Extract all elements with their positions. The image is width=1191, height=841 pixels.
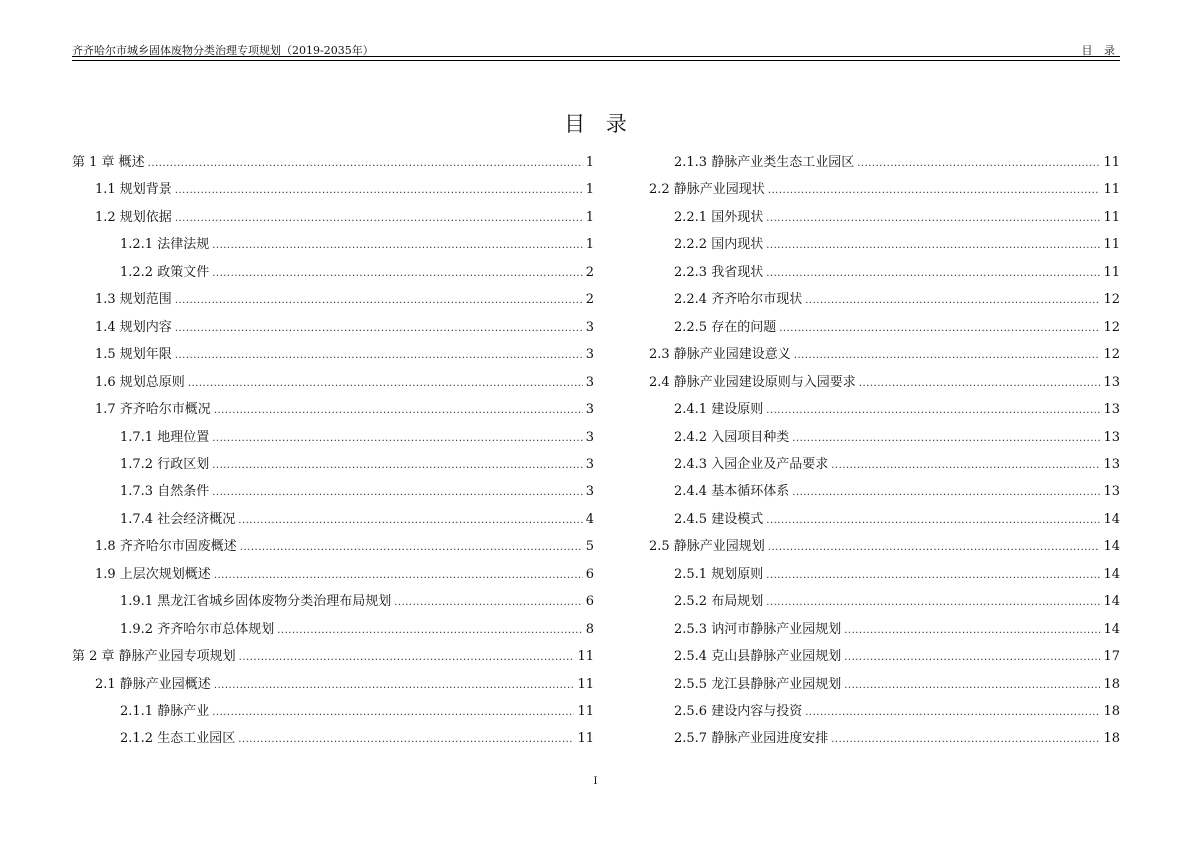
toc-entry-label: 1.8 齐齐哈尔市固废概述 xyxy=(95,539,237,555)
toc-entry[interactable] xyxy=(72,590,594,610)
toc-leader-dots xyxy=(214,569,583,583)
toc-entry[interactable] xyxy=(72,206,594,226)
toc-entry-label: 2.1.2 生态工业园区 xyxy=(120,731,236,747)
toc-entry-label: 2.4.3 入园企业及产品要求 xyxy=(674,456,829,472)
toc-leader-dots xyxy=(148,157,583,171)
toc-leader-dots xyxy=(240,541,583,555)
toc-entry[interactable] xyxy=(72,645,594,665)
toc-entry-label: 2.4.5 建设模式 xyxy=(674,511,764,527)
toc-leader-dots xyxy=(794,349,1101,363)
toc-leader-dots xyxy=(831,459,1100,473)
toc-leader-dots xyxy=(766,404,1100,418)
toc-leader-dots xyxy=(394,596,583,610)
toc-entry-page: 1 xyxy=(585,182,594,198)
toc-leader-dots xyxy=(238,733,574,747)
toc-entry[interactable] xyxy=(626,508,1120,528)
toc-entry[interactable] xyxy=(626,151,1120,171)
toc-entry-label: 1.6 规划总原则 xyxy=(95,374,185,390)
toc-entry-label: 2.1.1 静脉产业 xyxy=(120,704,210,719)
toc-entry-label: 1.9.2 齐齐哈尔市总体规划 xyxy=(120,621,275,637)
toc-entry-label: 第 2 章 静脉产业园专项规划 xyxy=(72,649,236,665)
toc-entry-label: 1.1 规划背景 xyxy=(95,182,172,198)
toc-leader-dots xyxy=(175,212,583,226)
toc-entry[interactable] xyxy=(72,508,594,528)
toc-entry[interactable] xyxy=(626,178,1120,198)
toc-entry-page: 6 xyxy=(585,594,594,610)
toc-leader-dots xyxy=(212,239,583,253)
toc-entry[interactable] xyxy=(626,590,1120,610)
toc-leader-dots xyxy=(844,624,1100,638)
toc-entry-label: 2.5.4 克山县静脉产业园规划 xyxy=(674,649,842,665)
toc-leader-dots xyxy=(238,514,583,528)
toc-entry-page: 11 xyxy=(1103,237,1120,253)
toc-entry[interactable] xyxy=(626,480,1120,500)
toc-leader-dots xyxy=(175,349,583,363)
toc-entry-page: 4 xyxy=(585,511,594,527)
running-header-title: 齐齐哈尔市城乡固体废物分类治理专项规划（2019-2035年） xyxy=(72,44,374,57)
toc-leader-dots xyxy=(792,486,1100,500)
toc-entry[interactable] xyxy=(72,343,594,363)
toc-leader-dots xyxy=(212,432,583,446)
toc-entry-label: 2.2.5 存在的问题 xyxy=(674,319,777,335)
toc-entry[interactable] xyxy=(626,727,1120,747)
toc-entry-page: 14 xyxy=(1103,566,1120,582)
toc-leader-dots xyxy=(792,432,1100,446)
toc-leader-dots xyxy=(212,459,583,473)
toc-entry-label: 2.2.4 齐齐哈尔市现状 xyxy=(674,292,803,308)
toc-entry[interactable] xyxy=(626,673,1120,693)
toc-entry-page: 1 xyxy=(585,155,594,170)
toc-entry-label: 1.2 规划依据 xyxy=(95,209,172,225)
toc-entry-page: 3 xyxy=(585,402,594,418)
toc-leader-dots xyxy=(844,679,1100,693)
toc-leader-dots xyxy=(175,184,583,198)
toc-entry-page: 13 xyxy=(1103,374,1120,390)
toc-entry-label: 1.7.1 地理位置 xyxy=(120,429,210,445)
toc-leader-dots xyxy=(766,267,1100,281)
toc-entry-page: 3 xyxy=(585,484,594,500)
toc-entry[interactable] xyxy=(72,563,594,583)
toc-entry[interactable] xyxy=(626,288,1120,308)
toc-entry-page: 17 xyxy=(1103,649,1120,665)
toc-entry[interactable] xyxy=(626,453,1120,473)
toc-entry-page: 11 xyxy=(577,676,594,692)
toc-entry-label: 2.4.1 建设原则 xyxy=(674,402,764,418)
toc-leader-dots xyxy=(844,651,1100,665)
toc-leader-dots xyxy=(768,184,1101,198)
page-title: 目 录 xyxy=(564,112,627,136)
toc-entry[interactable] xyxy=(72,371,594,391)
toc-entry-page: 18 xyxy=(1103,731,1120,747)
toc-entry[interactable] xyxy=(72,727,594,747)
toc-entry-page: 6 xyxy=(585,566,594,582)
toc-entry-page: 11 xyxy=(577,649,594,665)
header-rule-thick xyxy=(72,56,1120,57)
toc-leader-dots xyxy=(175,294,583,308)
toc-entry-label: 2.4 静脉产业园建设原则与入园要求 xyxy=(649,374,856,390)
toc-entry-page: 11 xyxy=(1103,155,1120,170)
toc-entry-label: 2.5.7 静脉产业园进度安排 xyxy=(674,731,829,747)
toc-leader-dots xyxy=(831,733,1100,747)
toc-entry-label: 2.3 静脉产业园建设意义 xyxy=(649,347,791,363)
toc-entry[interactable] xyxy=(72,673,594,693)
toc-entry-page: 8 xyxy=(585,621,594,637)
toc-entry-page: 1 xyxy=(585,209,594,225)
toc-entry[interactable] xyxy=(72,233,594,253)
toc-entry[interactable] xyxy=(72,288,594,308)
toc-entry-page: 14 xyxy=(1103,594,1120,610)
toc-entry[interactable] xyxy=(72,700,594,720)
toc-entry[interactable] xyxy=(72,151,594,171)
toc-entry-page: 13 xyxy=(1103,429,1120,445)
toc-leader-dots xyxy=(779,322,1100,336)
toc-entry[interactable] xyxy=(626,233,1120,253)
toc-leader-dots xyxy=(175,322,583,336)
toc-entry[interactable] xyxy=(72,398,594,418)
toc-entry-label: 2.2.1 国外现状 xyxy=(674,209,764,225)
toc-entry[interactable] xyxy=(72,535,594,555)
toc-entry-page: 18 xyxy=(1103,676,1120,692)
toc-entry-page: 3 xyxy=(585,374,594,390)
toc-entry-label: 1.5 规划年限 xyxy=(95,347,172,363)
toc-entry-page: 13 xyxy=(1103,456,1120,472)
toc-entry-label: 2.1.3 静脉产业类生态工业园区 xyxy=(674,155,855,170)
toc-entry-label: 1.2.1 法律法规 xyxy=(120,237,210,253)
toc-entry-label: 1.3 规划范围 xyxy=(95,292,172,308)
toc-entry-label: 2.4.2 入园项目种类 xyxy=(674,429,790,445)
toc-leader-dots xyxy=(859,377,1101,391)
toc-entry-page: 11 xyxy=(577,704,594,719)
toc-entry-page: 2 xyxy=(585,264,594,280)
toc-entry-page: 3 xyxy=(585,319,594,335)
toc-leader-dots xyxy=(768,541,1101,555)
toc-entry-page: 3 xyxy=(585,429,594,445)
toc-entry-label: 2.5.2 布局规划 xyxy=(674,594,764,610)
toc-entry-page: 3 xyxy=(585,456,594,472)
toc-entry-label: 2.1 静脉产业园概述 xyxy=(95,676,211,692)
toc-entry-label: 2.2.2 国内现状 xyxy=(674,237,764,253)
toc-leader-dots xyxy=(766,596,1100,610)
toc-entry[interactable] xyxy=(72,453,594,473)
toc-entry[interactable] xyxy=(626,700,1120,720)
toc-leader-dots xyxy=(212,267,583,281)
toc-entry-label: 2.5.6 建设内容与投资 xyxy=(674,704,803,719)
toc-entry-label: 1.4 规划内容 xyxy=(95,319,172,335)
header-rule-thin xyxy=(72,60,1120,61)
toc-entry[interactable] xyxy=(72,316,594,336)
page-number: I xyxy=(593,776,598,787)
toc-entry-page: 1 xyxy=(585,237,594,253)
toc-leader-dots xyxy=(212,706,574,720)
toc-entry[interactable] xyxy=(626,206,1120,226)
toc-leader-dots xyxy=(766,239,1100,253)
toc-leader-dots xyxy=(277,624,583,638)
toc-entry[interactable] xyxy=(72,618,594,638)
toc-entry-page: 12 xyxy=(1103,319,1120,335)
toc-entry-page: 11 xyxy=(577,731,594,747)
toc-entry[interactable] xyxy=(72,178,594,198)
toc-entry-page: 13 xyxy=(1103,484,1120,500)
toc-entry-label: 1.2.2 政策文件 xyxy=(120,264,210,280)
toc-entry[interactable] xyxy=(626,398,1120,418)
toc-entry-label: 1.7 齐齐哈尔市概况 xyxy=(95,402,211,418)
toc-leader-dots xyxy=(212,486,583,500)
toc-entry-label: 第 1 章 概述 xyxy=(72,155,145,170)
toc-entry[interactable] xyxy=(626,645,1120,665)
toc-entry-page: 14 xyxy=(1103,511,1120,527)
toc-entry-page: 18 xyxy=(1103,704,1120,719)
toc-entry-page: 5 xyxy=(585,539,594,555)
toc-leader-dots xyxy=(766,569,1100,583)
toc-entry[interactable] xyxy=(626,563,1120,583)
toc-entry-label: 1.7.4 社会经济概况 xyxy=(120,511,236,527)
toc-entry-page: 14 xyxy=(1103,539,1120,555)
toc-leader-dots xyxy=(857,157,1100,171)
toc-entry[interactable] xyxy=(626,371,1120,391)
toc-entry-page: 12 xyxy=(1103,347,1120,363)
toc-entry-label: 2.5 静脉产业园规划 xyxy=(649,539,765,555)
toc-entry[interactable] xyxy=(626,426,1120,446)
toc-entry-label: 1.9.1 黑龙江省城乡固体废物分类治理布局规划 xyxy=(120,594,392,610)
toc-entry-label: 2.4.4 基本循环体系 xyxy=(674,484,790,500)
toc-entry-page: 14 xyxy=(1103,621,1120,637)
toc-leader-dots xyxy=(766,514,1100,528)
toc-entry-page: 11 xyxy=(1103,264,1120,280)
toc-entry[interactable] xyxy=(72,480,594,500)
toc-entry-label: 1.7.2 行政区划 xyxy=(120,456,210,472)
toc-entry-page: 12 xyxy=(1103,292,1120,308)
running-header-section: 目 录 xyxy=(1081,44,1115,57)
toc-leader-dots xyxy=(239,651,575,665)
toc-entry[interactable] xyxy=(626,316,1120,336)
toc-entry[interactable] xyxy=(72,426,594,446)
toc-entry-label: 2.5.5 龙江县静脉产业园规划 xyxy=(674,676,842,692)
toc-entry-page: 2 xyxy=(585,292,594,308)
toc-entry-label: 2.5.3 讷河市静脉产业园规划 xyxy=(674,621,842,637)
toc-leader-dots xyxy=(805,294,1100,308)
toc-entry-page: 13 xyxy=(1103,402,1120,418)
toc-entry[interactable] xyxy=(626,343,1120,363)
toc-leader-dots xyxy=(188,377,583,391)
toc-entry[interactable] xyxy=(626,261,1120,281)
toc-entry-label: 2.2 静脉产业园现状 xyxy=(649,182,765,198)
toc-entry-page: 3 xyxy=(585,347,594,363)
toc-entry-label: 1.9 上层次规划概述 xyxy=(95,566,211,582)
toc-entry-page: 11 xyxy=(1103,209,1120,225)
toc-entry-page: 11 xyxy=(1103,182,1120,198)
toc-leader-dots xyxy=(214,679,575,693)
toc-leader-dots xyxy=(766,212,1100,226)
toc-leader-dots xyxy=(805,706,1100,720)
toc-entry-label: 2.2.3 我省现状 xyxy=(674,264,764,280)
toc-entry[interactable] xyxy=(72,261,594,281)
toc-entry[interactable] xyxy=(626,618,1120,638)
toc-entry[interactable] xyxy=(626,535,1120,555)
toc-entry-label: 2.5.1 规划原则 xyxy=(674,566,764,582)
toc-entry-label: 1.7.3 自然条件 xyxy=(120,484,210,500)
toc-leader-dots xyxy=(214,404,583,418)
